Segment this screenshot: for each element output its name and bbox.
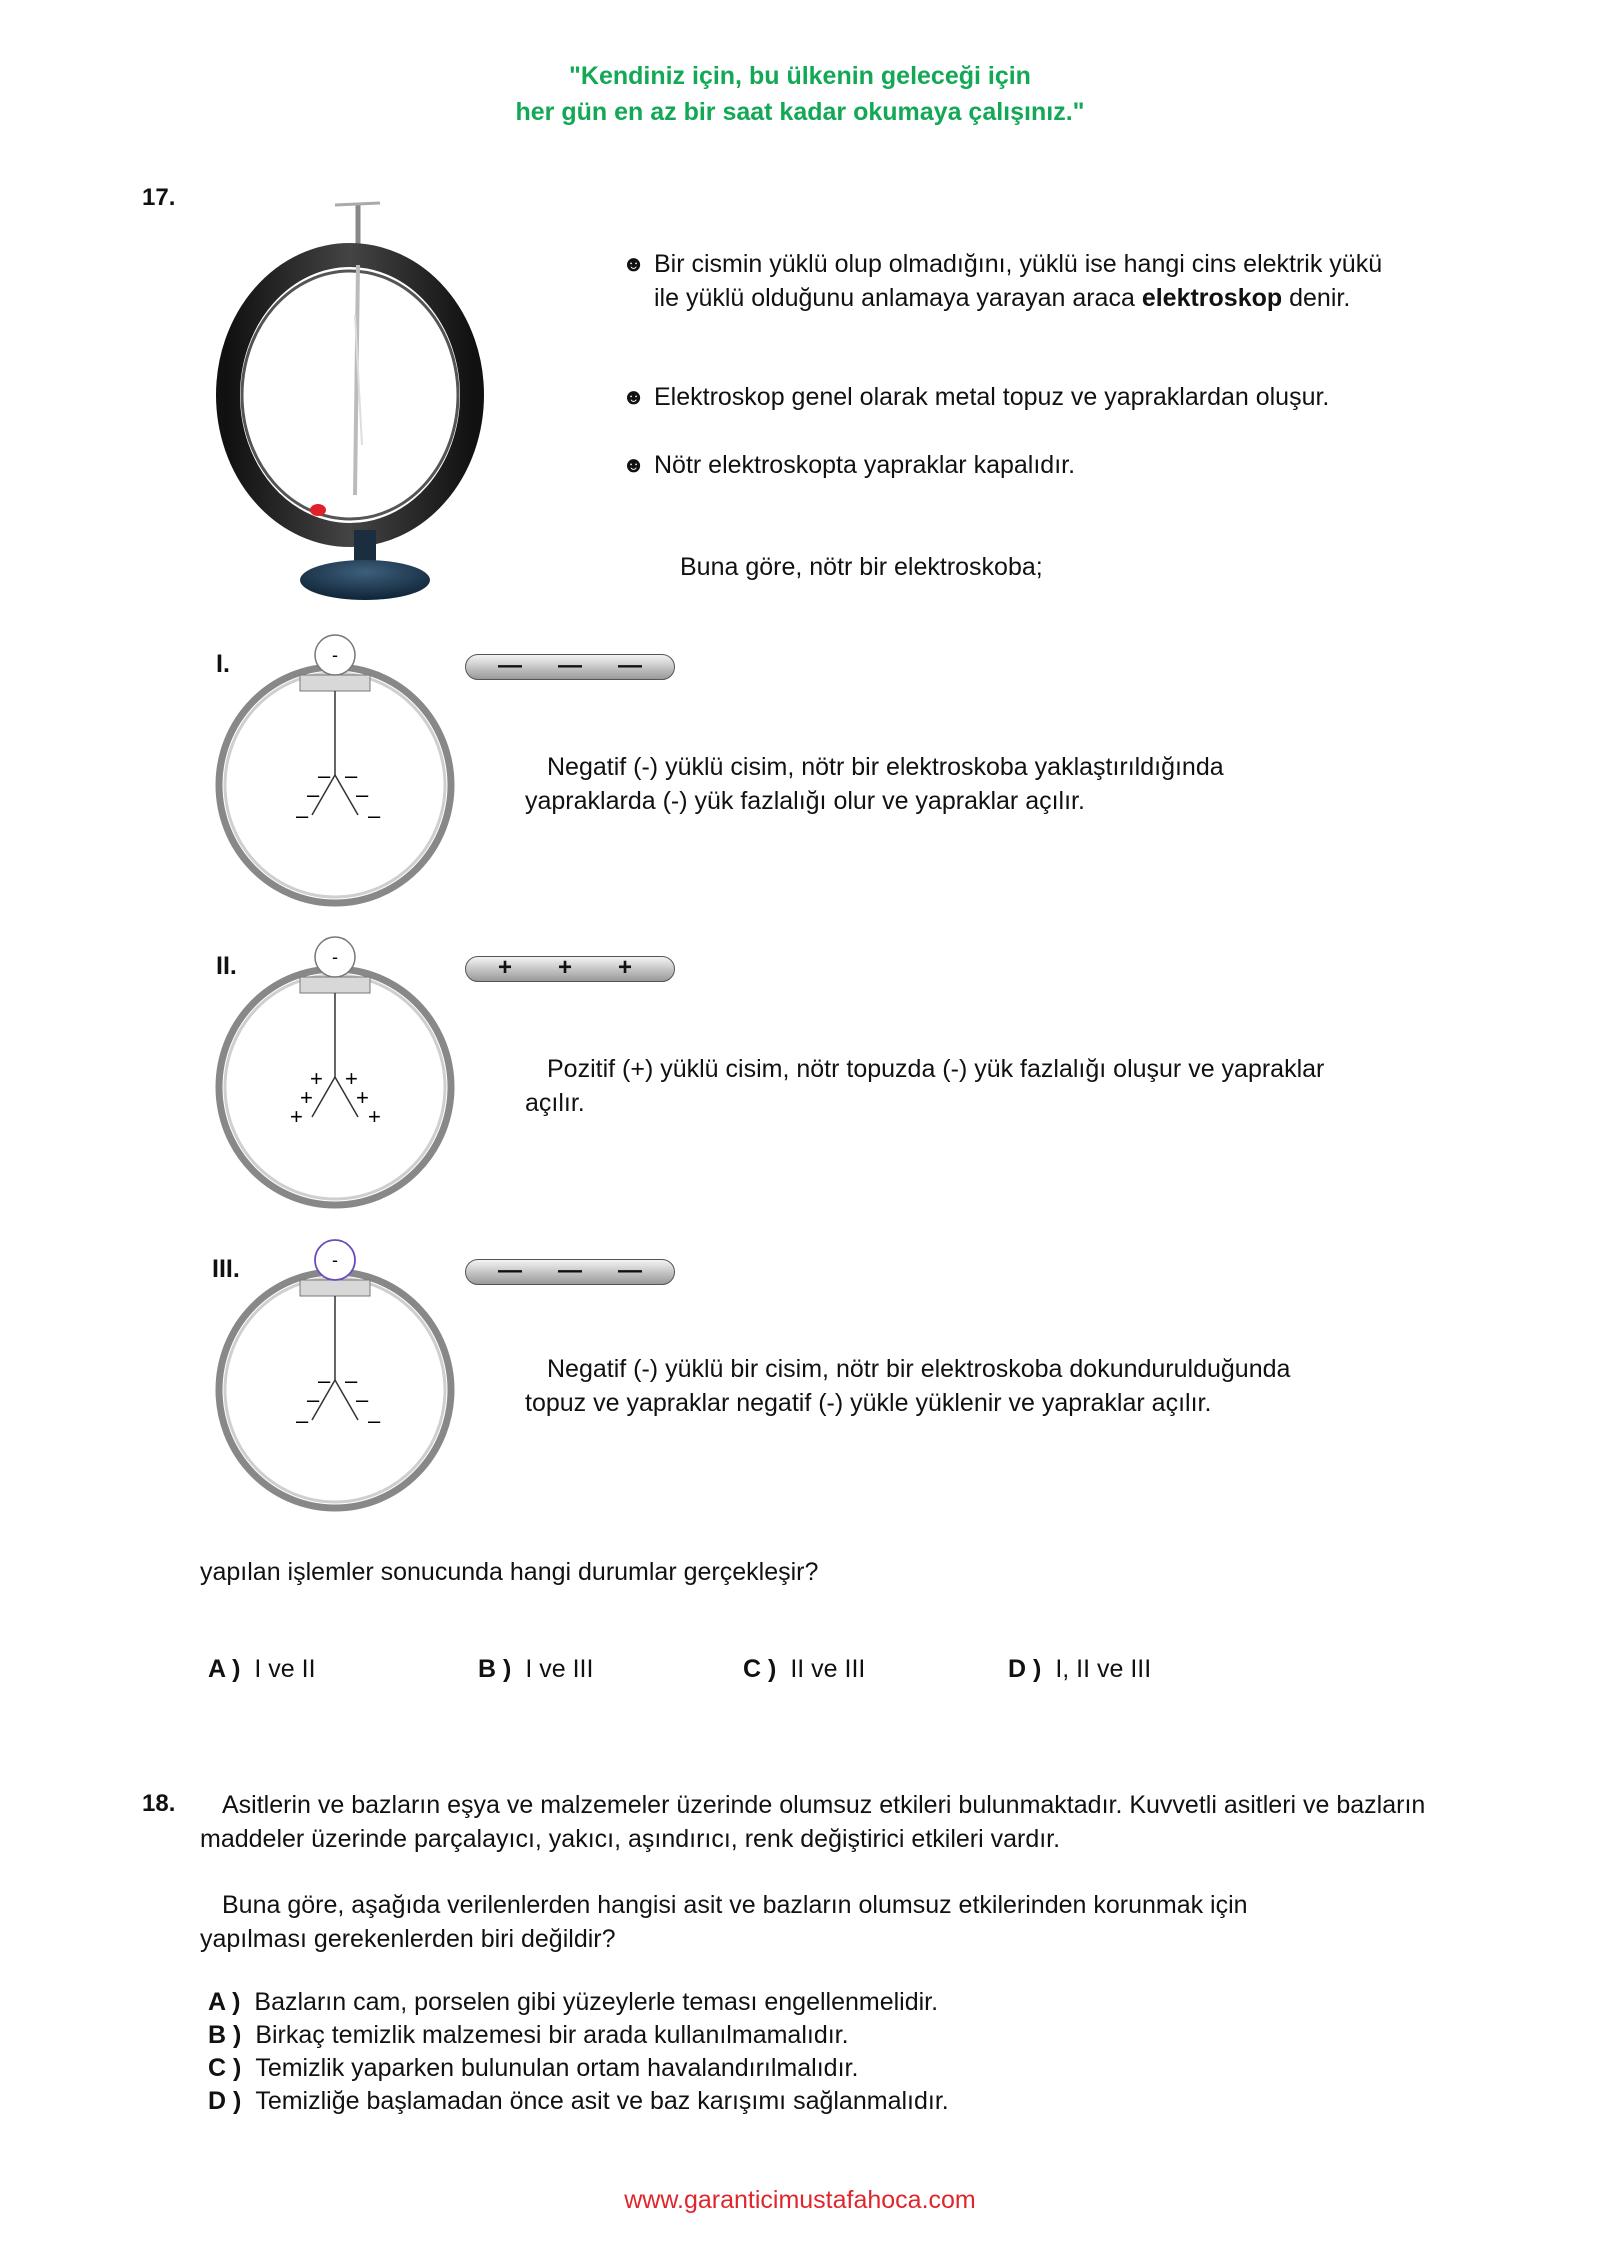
charged-rod-2: + + + bbox=[465, 956, 675, 982]
knob-sign: - bbox=[332, 1250, 338, 1270]
case-2-roman: II. bbox=[216, 952, 237, 980]
svg-text:–: – bbox=[318, 763, 331, 788]
smiley-bullet-icon: ☻ bbox=[622, 452, 646, 477]
question-17-number: 17. bbox=[142, 184, 176, 211]
question-18-paragraph-2: Buna göre, aşağıda verilenlerden hangisi asit ve bazların olumsuz etkilerinden korunmak için yapılması gerekenlerden biri değildir? bbox=[200, 1891, 1248, 1953]
question-17-stem: yapılan işlemler sonucunda hangi durumlar gerçekleşir? bbox=[200, 1558, 819, 1586]
svg-text:–: – bbox=[318, 1368, 331, 1393]
electroscope-diagram-1 bbox=[210, 630, 460, 910]
case-3-text: Negatif (-) yüklü bir cisim, nötr bir elektroskoba dokundurulduğunda topuz ve yapraklar negatif (-) yükle yüklenir ve yapraklar açılır. bbox=[525, 1355, 1291, 1417]
motto-line-2: her gün en az bir saat kadar okumaya çalışınız." bbox=[515, 98, 1085, 126]
q18-option-a[interactable]: A ) Bazların cam, porselen gibi yüzeylerle teması engellenmelidir. bbox=[208, 1988, 939, 2016]
case-3-roman: III. bbox=[212, 1255, 240, 1283]
bullet-3: ☻ Nötr elektroskopta yapraklar kapalıdır. bbox=[622, 448, 1402, 482]
q17-option-a[interactable]: A ) I ve II bbox=[208, 1655, 316, 1683]
charged-rod-3: — — — bbox=[465, 1259, 675, 1285]
question-17-intro: Buna göre, nötr bir elektroskoba; bbox=[680, 553, 1043, 581]
q17-option-c[interactable]: C ) II ve III bbox=[743, 1655, 866, 1683]
q17-option-b[interactable]: B ) I ve III bbox=[478, 1655, 594, 1683]
svg-text:–: – bbox=[368, 1408, 381, 1433]
svg-text:+: + bbox=[356, 1085, 369, 1110]
svg-text:–: – bbox=[296, 803, 309, 828]
bullet-2: ☻ Elektroskop genel olarak metal topuz ve yapraklardan oluşur. bbox=[622, 380, 1402, 414]
svg-text:–: – bbox=[356, 1387, 369, 1412]
knob-sign: - bbox=[332, 645, 338, 665]
smiley-bullet-icon: ☻ bbox=[622, 251, 646, 276]
motto-line-1: "Kendiniz için, bu ülkenin geleceği için bbox=[569, 62, 1031, 90]
svg-text:–: – bbox=[356, 782, 369, 807]
svg-text:–: – bbox=[368, 803, 381, 828]
svg-text:+: + bbox=[310, 1066, 323, 1091]
svg-text:+: + bbox=[345, 1066, 358, 1091]
case-1-text: Negatif (-) yüklü cisim, nötr bir elektroskoba yaklaştırıldığında yapraklarda (-) yük fazlalığı olur ve yapraklar açılır. bbox=[525, 753, 1224, 815]
svg-text:+: + bbox=[300, 1085, 313, 1110]
bullet-1: ☻ Bir cismin yüklü olup olmadığını, yüklü ise hangi cins elektrik yükü ile yüklü olduğunu anlamaya yarayan araca elektroskop denir. bbox=[622, 247, 1402, 315]
svg-text:–: – bbox=[345, 763, 358, 788]
q17-option-d[interactable]: D ) I, II ve III bbox=[1008, 1655, 1152, 1683]
electroscope-diagram-2 bbox=[210, 932, 460, 1212]
keyword-elektroskop: elektroskop bbox=[1141, 284, 1283, 312]
footer-website-link[interactable]: www.garanticimustafahoca.com bbox=[624, 2186, 976, 2214]
electroscope-diagram-3 bbox=[210, 1235, 460, 1515]
question-18-number: 18. bbox=[142, 1790, 176, 1817]
q18-option-d[interactable]: D ) Temizliğe başlamadan önce asit ve baz karışımı sağlanmalıdır. bbox=[208, 2087, 949, 2115]
svg-text:+: + bbox=[290, 1104, 303, 1129]
question-18-paragraph-1: Asitlerin ve bazların eşya ve malzemeler üzerinde olumsuz etkileri bulunmaktadır. Kuvvetli asitleri ve bazların maddeler üzerinde parçalayıcı, yakıcı, aşındırıcı, renk değiştirici etkileri vardır. bbox=[200, 1791, 1426, 1853]
charged-rod-1: — — — bbox=[465, 654, 675, 680]
svg-text:+: + bbox=[368, 1104, 381, 1129]
svg-text:–: – bbox=[296, 1408, 309, 1433]
case-1-roman: I. bbox=[216, 650, 230, 678]
smiley-bullet-icon: ☻ bbox=[622, 384, 646, 409]
case-2-text: Pozitif (+) yüklü cisim, nötr topuzda (-) yük fazlalığı oluşur ve yapraklar açılır. bbox=[525, 1055, 1325, 1117]
q18-option-c[interactable]: C ) Temizlik yaparken bulunulan ortam havalandırılmalıdır. bbox=[208, 2054, 859, 2082]
svg-text:–: – bbox=[345, 1368, 358, 1393]
svg-text:–: – bbox=[307, 782, 320, 807]
q18-option-b[interactable]: B ) Birkaç temizlik malzemesi bir arada kullanılmamalıdır. bbox=[208, 2021, 849, 2049]
knob-sign: - bbox=[332, 947, 338, 967]
svg-text:–: – bbox=[307, 1387, 320, 1412]
electroscope-photo bbox=[200, 195, 500, 605]
